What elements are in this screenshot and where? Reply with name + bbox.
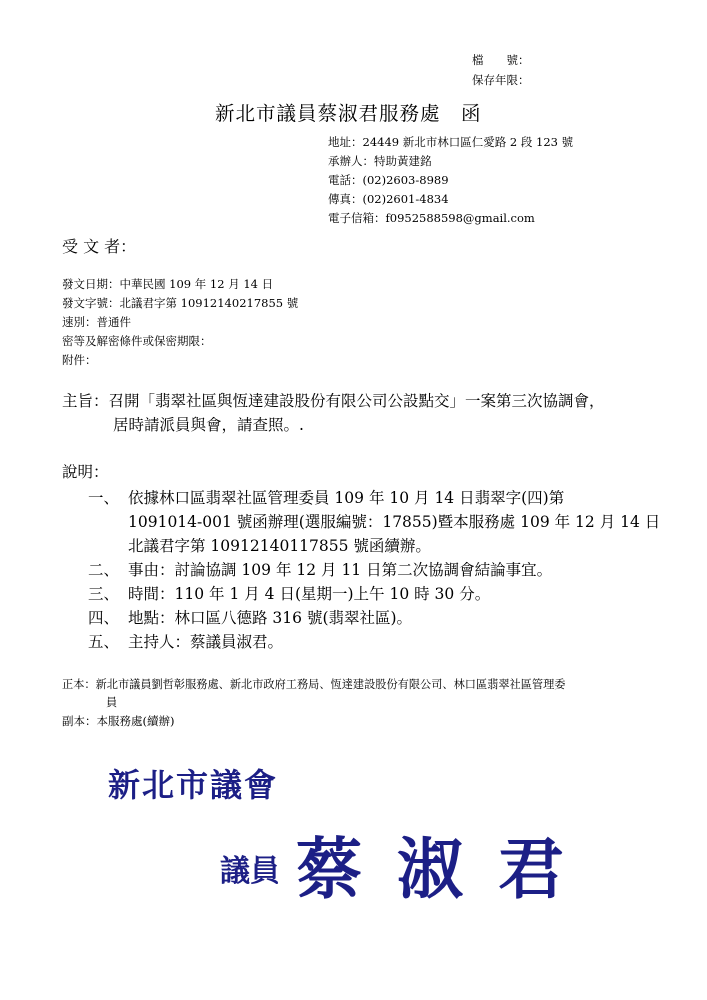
issue-date: 發文日期：中華民國 109 年 12 月 14 日 (62, 277, 274, 291)
item-number: 四、 (88, 609, 120, 627)
main-recipients-line-2: 員 (106, 696, 118, 709)
item-1-line-1: 依據林口區翡翠社區管理委員 109 年 10 月 14 日翡翠字(四)第 (128, 489, 565, 507)
item-3-line-1: 時間：110 年 1 月 4 日(星期一)上午 10 時 30 分。 (128, 585, 491, 603)
item-number: 三、 (88, 585, 120, 603)
role-stamp: 議員 (220, 854, 280, 889)
recipient-label: 受 文 者： (62, 237, 137, 256)
explanation-label: 說明： (62, 463, 109, 481)
archive-number-label: 檔 號： (472, 53, 530, 67)
document-title: 新北市議員蔡淑君服務處 函 (215, 102, 482, 125)
item-number: 五、 (88, 633, 120, 651)
secrecy-level: 密等及解密條件或保密期限： (62, 334, 212, 348)
council-stamp: 新北市議會 (108, 766, 279, 804)
contact-address: 地址：24449 新北市林口區仁愛路 2 段 123 號 (328, 135, 574, 149)
item-1-line-3: 北議君字第 10912140117855 號函續辦。 (128, 537, 431, 555)
item-5-line-1: 主持人：蔡議員淑君。 (128, 633, 284, 651)
contact-fax: 傳真：(02)2601-4834 (328, 192, 449, 206)
item-number: 一、 (88, 489, 120, 507)
cc-recipients: 副本：本服務處(續辦) (62, 714, 175, 728)
item-number: 二、 (88, 561, 120, 579)
signature-name-stamp: 蔡 淑 君 (296, 830, 570, 908)
item-1-line-2: 1091014-001 號函辦理(選服編號：17855)暨本服務處 109 年 12 月 14 日 (128, 513, 661, 531)
main-recipients-line-1: 正本：新北市議員劉哲彰服務處、新北市政府工務局、恆達建設股份有限公司、林口區翡翠社區管理委 (62, 678, 566, 691)
subject-line-1: 主旨：召開「翡翠社區與恆達建設股份有限公司公設點交」一案第三次協調會， (62, 392, 605, 410)
contact-handler: 承辦人：特助黃建銘 (328, 154, 432, 168)
item-2-line-1: 事由：討論協調 109 年 12 月 11 日第二次協調會結論事宜。 (128, 561, 553, 579)
subject-line-2: 居時請派員與會，請查照。. (113, 416, 304, 434)
item-4-line-1: 地點：林口區八德路 316 號(翡翠社區)。 (128, 609, 413, 627)
contact-phone: 電話：(02)2603-8989 (328, 173, 449, 187)
document-number: 發文字號：北議君字第 10912140217855 號 (62, 296, 299, 310)
attachment-label: 附件： (62, 353, 97, 367)
contact-email: 電子信箱：f0952588598@gmail.com (328, 211, 535, 225)
delivery-speed: 速別：普通件 (62, 315, 131, 329)
retention-period-label: 保存年限： (472, 73, 530, 87)
